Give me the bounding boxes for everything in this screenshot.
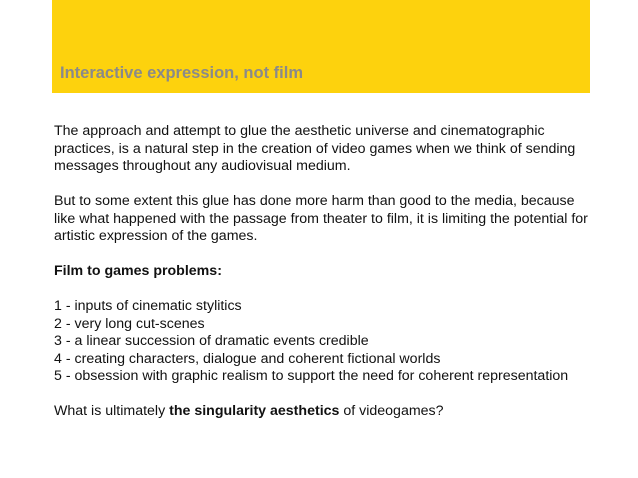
question-emphasis: the singularity aesthetics: [169, 403, 340, 419]
paragraph-intro: [54, 123, 594, 176]
paragraph-line: The approach and attempt to glue the aesthetic universe and cinematographic: [54, 123, 545, 139]
list-item: 1 - inputs of cinematic stylitics: [54, 298, 242, 314]
paragraph-line: artistic expression of the games.: [54, 228, 258, 244]
header-band: [52, 0, 590, 93]
paragraph-line: But to some extent this glue has done more harm than good to the media, because: [54, 193, 575, 209]
question-suffix: of videogames?: [339, 403, 444, 419]
slide-body: [54, 123, 594, 421]
closing-question: [54, 403, 594, 421]
paragraph-argument: [54, 193, 594, 246]
list-item: 3 - a linear succession of dramatic events credible: [54, 333, 369, 349]
problems-list: [54, 298, 594, 386]
problems-heading: Film to games problems:: [54, 263, 222, 279]
question-prefix: What is ultimately: [54, 403, 170, 419]
paragraph-line: like what happened with the passage from theater to film, it is limiting the potential for: [54, 210, 588, 227]
list-item: 2 - very long cut-scenes: [54, 315, 205, 332]
slide-title: Interactive expression, not film: [60, 64, 303, 82]
paragraph-line: messages throughout any audiovisual medium.: [54, 158, 351, 174]
list-item: 4 - creating characters, dialogue and coherent fictional worlds: [54, 350, 441, 367]
list-item: 5 - obsession with graphic realism to support the need for coherent representation: [54, 368, 569, 384]
paragraph-line: practices, is a natural step in the creation of video games when we think of sending: [54, 140, 576, 157]
